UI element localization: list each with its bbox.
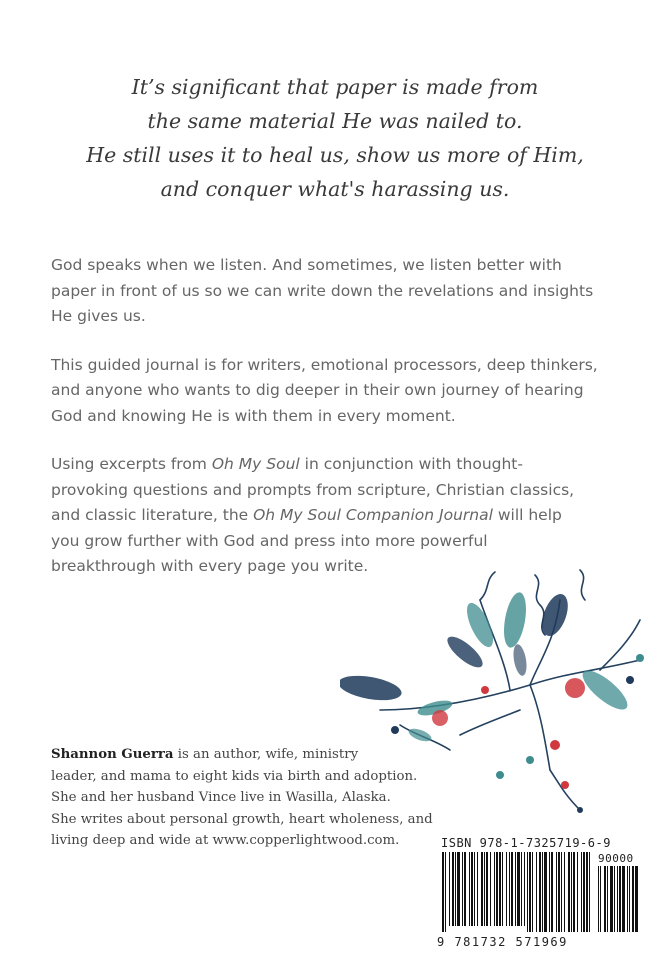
barcode-bar [486, 852, 488, 926]
book-title: Oh My Soul [211, 455, 300, 473]
barcode-bar [442, 852, 444, 932]
barcode-addon-bar [610, 866, 613, 932]
barcode-bar [481, 852, 483, 926]
barcode-addon-bar [635, 866, 638, 932]
barcode-bar [586, 852, 588, 932]
text-line: and anyone who wants to dig deeper in their own journey of hearing [51, 381, 584, 399]
barcode-bar [496, 852, 498, 926]
barcode-bar [527, 852, 528, 932]
barcode-bar [499, 852, 501, 926]
barcode-bar [477, 852, 478, 926]
barcode-bar [506, 852, 507, 926]
barcode-bar [536, 852, 537, 932]
barcode-bar [558, 852, 560, 932]
barcode-bar [464, 852, 466, 926]
text-line: paper in front of us so we can write down the revelations and insights [51, 281, 594, 300]
text-line: you grow further with God and press into more powerful [51, 531, 488, 550]
barcode-bar [462, 852, 463, 926]
barcode-addon-bar [600, 866, 601, 932]
text-line: She writes about personal growth, heart wholeness, and [51, 811, 433, 827]
author-name: Shannon Guerra [51, 747, 174, 762]
barcode-bar [577, 852, 578, 932]
barcode-addon-bar [617, 866, 618, 932]
stem [460, 710, 520, 735]
quote-line: He still uses it to heal us, show us more of Him, [86, 143, 584, 167]
leaves [340, 591, 633, 744]
barcode-bar [449, 852, 450, 926]
barcode-bar [515, 852, 516, 926]
barcode-addon-bar [604, 866, 606, 932]
barcode-addon-bar [632, 866, 634, 932]
text-line [51, 744, 451, 766]
barcode-bar [544, 852, 547, 932]
author-bio [51, 744, 451, 852]
text-fragment: will help [492, 506, 562, 524]
text-fragment: in conjunction with thought- [299, 455, 523, 473]
quote-line: and conquer what's harassing us. [160, 177, 510, 201]
text-line: living deep and wide at www.copperlightwood.com. [51, 833, 400, 848]
barcode-bar [549, 852, 550, 932]
barcode-bar [490, 852, 491, 926]
text-line: provoking questions and prompts from scripture, Christian classics, [51, 480, 575, 499]
quote-line: the same material He was nailed to. [147, 109, 523, 133]
barcode-bar [571, 852, 572, 932]
text-line: leader, and mama to eight kids via birth and adoption. [51, 768, 418, 784]
text-line: She and her husband Vince live in Wasilla, Alaska. [51, 790, 391, 805]
barcode-bar [455, 852, 456, 926]
text-line: He gives us. [51, 307, 146, 325]
barcode-bar [521, 852, 522, 926]
quote-line: It’s significant that paper is made from [131, 75, 539, 99]
barcode-bar [517, 852, 520, 926]
barcode-bar [568, 852, 570, 932]
barcode-bar [474, 852, 475, 926]
text-line: breakthrough with every page you write. [51, 557, 369, 575]
barcode-bar [469, 852, 470, 926]
barcode-bar [509, 852, 510, 926]
barcode-addon-bar [627, 866, 628, 932]
curl [580, 570, 585, 600]
barcode-bar [502, 852, 503, 926]
barcode-bar [583, 852, 585, 932]
barcode-bar [471, 852, 473, 926]
barcode-bar [529, 852, 531, 932]
stem [550, 770, 580, 810]
barcode-bar [561, 852, 562, 932]
paragraph-audience [51, 353, 641, 430]
text-line [51, 503, 641, 529]
curl [480, 572, 495, 600]
barcode-addon-bar [622, 866, 625, 932]
text-line: God speaks when we listen. And sometimes, we listen better with [51, 256, 562, 274]
barcode-bar [452, 852, 454, 926]
ean-digits: 9 781732 571969 [437, 935, 568, 949]
stem [600, 620, 640, 670]
barcode-addon-bar [629, 866, 630, 932]
barcode-bar [539, 852, 541, 932]
barcode-icon [440, 852, 640, 934]
stem [530, 685, 550, 770]
barcode-addon-bar [619, 866, 621, 932]
barcode-bar [542, 852, 543, 932]
barcode-bar [484, 852, 485, 926]
text-fragment: and classic literature, the [51, 506, 254, 524]
barcode-bar [564, 852, 565, 932]
description [51, 253, 641, 603]
quote-block [0, 70, 670, 206]
text-line [51, 452, 641, 478]
book-title: Oh My Soul Companion Journal [253, 506, 493, 524]
barcode-bar [532, 852, 533, 932]
barcode-bar [581, 852, 582, 932]
text-line: God and knowing He is with them in every moment. [51, 406, 456, 425]
barcode-addon-bar [614, 866, 615, 932]
text-fragment: Using excerpts from [51, 455, 212, 473]
barcode-bar [573, 852, 575, 932]
barcode-bar [589, 852, 590, 932]
barcode-bar [445, 852, 446, 932]
price-addon-label: 90000 [598, 852, 634, 865]
barcode-bar [524, 852, 525, 926]
barcode-bar [457, 852, 460, 926]
barcode-bar [494, 852, 495, 926]
barcode-addon-bar [598, 866, 599, 932]
barcode-bar [511, 852, 513, 926]
barcode-addon-bar [607, 866, 608, 932]
text-fragment: is an author, wife, ministry [173, 747, 359, 762]
isbn-label: ISBN 978-1-7325719-6-9 [441, 836, 611, 850]
barcode-bar [556, 852, 557, 932]
paragraph-intro [51, 253, 641, 330]
barcode-bar [551, 852, 553, 932]
text-line: This guided journal is for writers, emotional processors, deep thinkers, [51, 355, 598, 374]
